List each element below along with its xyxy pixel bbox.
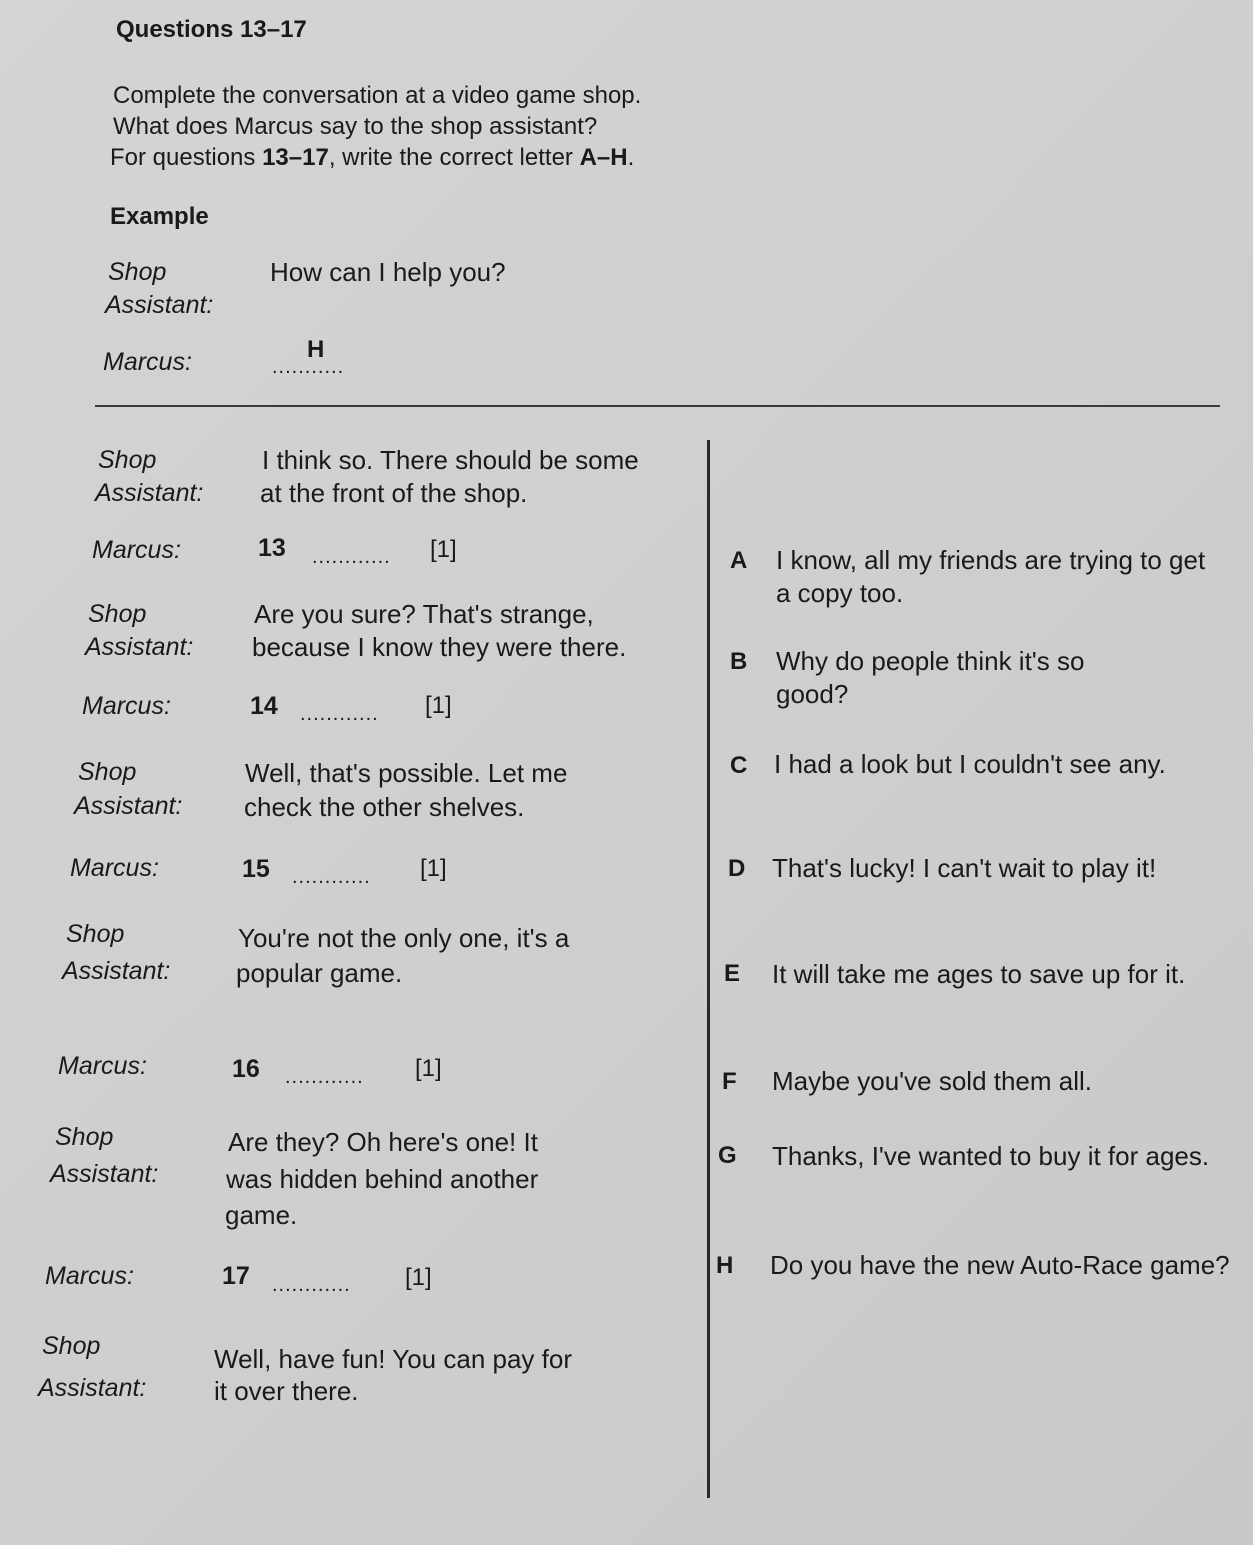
assistant-speaker: Assistant: [95, 479, 204, 507]
assistant-line: game. [225, 1200, 298, 1230]
option-text: It will take me ages to save up for it. [772, 959, 1186, 989]
option-letter: A [730, 547, 748, 574]
assistant-line: because I know they were there. [252, 632, 627, 662]
option-text: I had a look but I couldn't see any. [774, 749, 1166, 779]
assistant-line: Well, have fun! You can pay for [214, 1344, 572, 1374]
assistant-speaker: Shop [55, 1123, 114, 1151]
option-letter: B [730, 648, 748, 675]
assistant-line: check the other shelves. [244, 792, 525, 822]
instruction-line-1: Complete the conversation at a video game shop. [113, 82, 642, 109]
option-text: That's lucky! I can't wait to play it! [772, 853, 1157, 883]
option-letter: C [730, 752, 748, 779]
example-assistant-speaker-1: Shop [108, 258, 167, 286]
question-number: 16 [232, 1055, 260, 1083]
example-divider [95, 405, 1220, 407]
answer-blank[interactable]: ............ [292, 866, 371, 888]
assistant-speaker: Shop [42, 1332, 101, 1360]
assistant-speaker: Assistant: [85, 633, 194, 661]
assistant-speaker: Assistant: [50, 1160, 159, 1188]
page-title: Questions 13–17 [116, 16, 307, 43]
assistant-speaker: Assistant: [62, 957, 171, 985]
assistant-speaker: Assistant: [38, 1374, 147, 1402]
option-text: Thanks, I've wanted to buy it for ages. [772, 1141, 1210, 1171]
assistant-line: at the front of the shop. [260, 478, 528, 508]
option-letter: D [728, 855, 746, 882]
instruction-line-2: What does Marcus say to the shop assistant? [113, 113, 598, 140]
assistant-line: Are they? Oh here's one! It [228, 1127, 538, 1157]
instruction-line-3: For questions 13–17, write the correct letter A–H. [110, 144, 635, 171]
example-marcus-speaker: Marcus: [103, 348, 192, 376]
assistant-line: I think so. There should be some [262, 445, 639, 475]
assistant-speaker: Assistant: [74, 792, 183, 820]
mark-label: [1] [425, 692, 452, 719]
example-answer-dots: ........... [272, 356, 345, 378]
mark-label: [1] [415, 1055, 442, 1082]
assistant-line: popular game. [236, 958, 403, 988]
assistant-speaker: Shop [66, 920, 125, 948]
assistant-line: it over there. [214, 1376, 359, 1406]
example-assistant-line: How can I help you? [270, 257, 506, 287]
option-letter: E [724, 960, 741, 987]
example-label: Example [110, 203, 209, 230]
question-number: 17 [222, 1262, 250, 1290]
assistant-line: You're not the only one, it's a [238, 923, 570, 953]
question-number: 13 [258, 534, 286, 562]
assistant-line: Are you sure? That's strange, [254, 599, 594, 629]
marcus-speaker: Marcus: [45, 1262, 134, 1290]
marcus-speaker: Marcus: [70, 854, 159, 882]
answer-blank[interactable]: ............ [272, 1274, 351, 1296]
assistant-line: Well, that's possible. Let me [245, 758, 568, 788]
option-letter: G [718, 1142, 737, 1169]
answer-blank[interactable]: ............ [300, 703, 379, 725]
column-divider [707, 440, 710, 1498]
assistant-speaker: Shop [98, 446, 157, 474]
assistant-speaker: Shop [78, 758, 137, 786]
answer-blank[interactable]: ............ [312, 546, 391, 568]
option-text: Maybe you've sold them all. [772, 1066, 1093, 1096]
question-number: 15 [242, 855, 270, 883]
option-letter: F [722, 1068, 737, 1095]
answer-blank[interactable]: ............ [285, 1066, 364, 1088]
marcus-speaker: Marcus: [82, 692, 171, 720]
marcus-speaker: Marcus: [92, 536, 181, 564]
mark-label: [1] [420, 855, 447, 882]
question-number: 14 [250, 692, 278, 720]
example-assistant-speaker-2: Assistant: [105, 291, 214, 319]
example-answer: H [307, 336, 325, 363]
option-letter: H [716, 1252, 734, 1279]
assistant-speaker: Shop [88, 600, 147, 628]
option-text: I know, all my friends are trying to get a copy too. [776, 545, 1206, 608]
mark-label: [1] [405, 1264, 432, 1291]
option-text: Do you have the new Auto-Race game? [770, 1250, 1230, 1280]
mark-label: [1] [430, 536, 457, 563]
assistant-line: was hidden behind another [226, 1164, 539, 1194]
option-text: Why do people think it's so good? [776, 646, 1085, 709]
marcus-speaker: Marcus: [58, 1052, 147, 1080]
